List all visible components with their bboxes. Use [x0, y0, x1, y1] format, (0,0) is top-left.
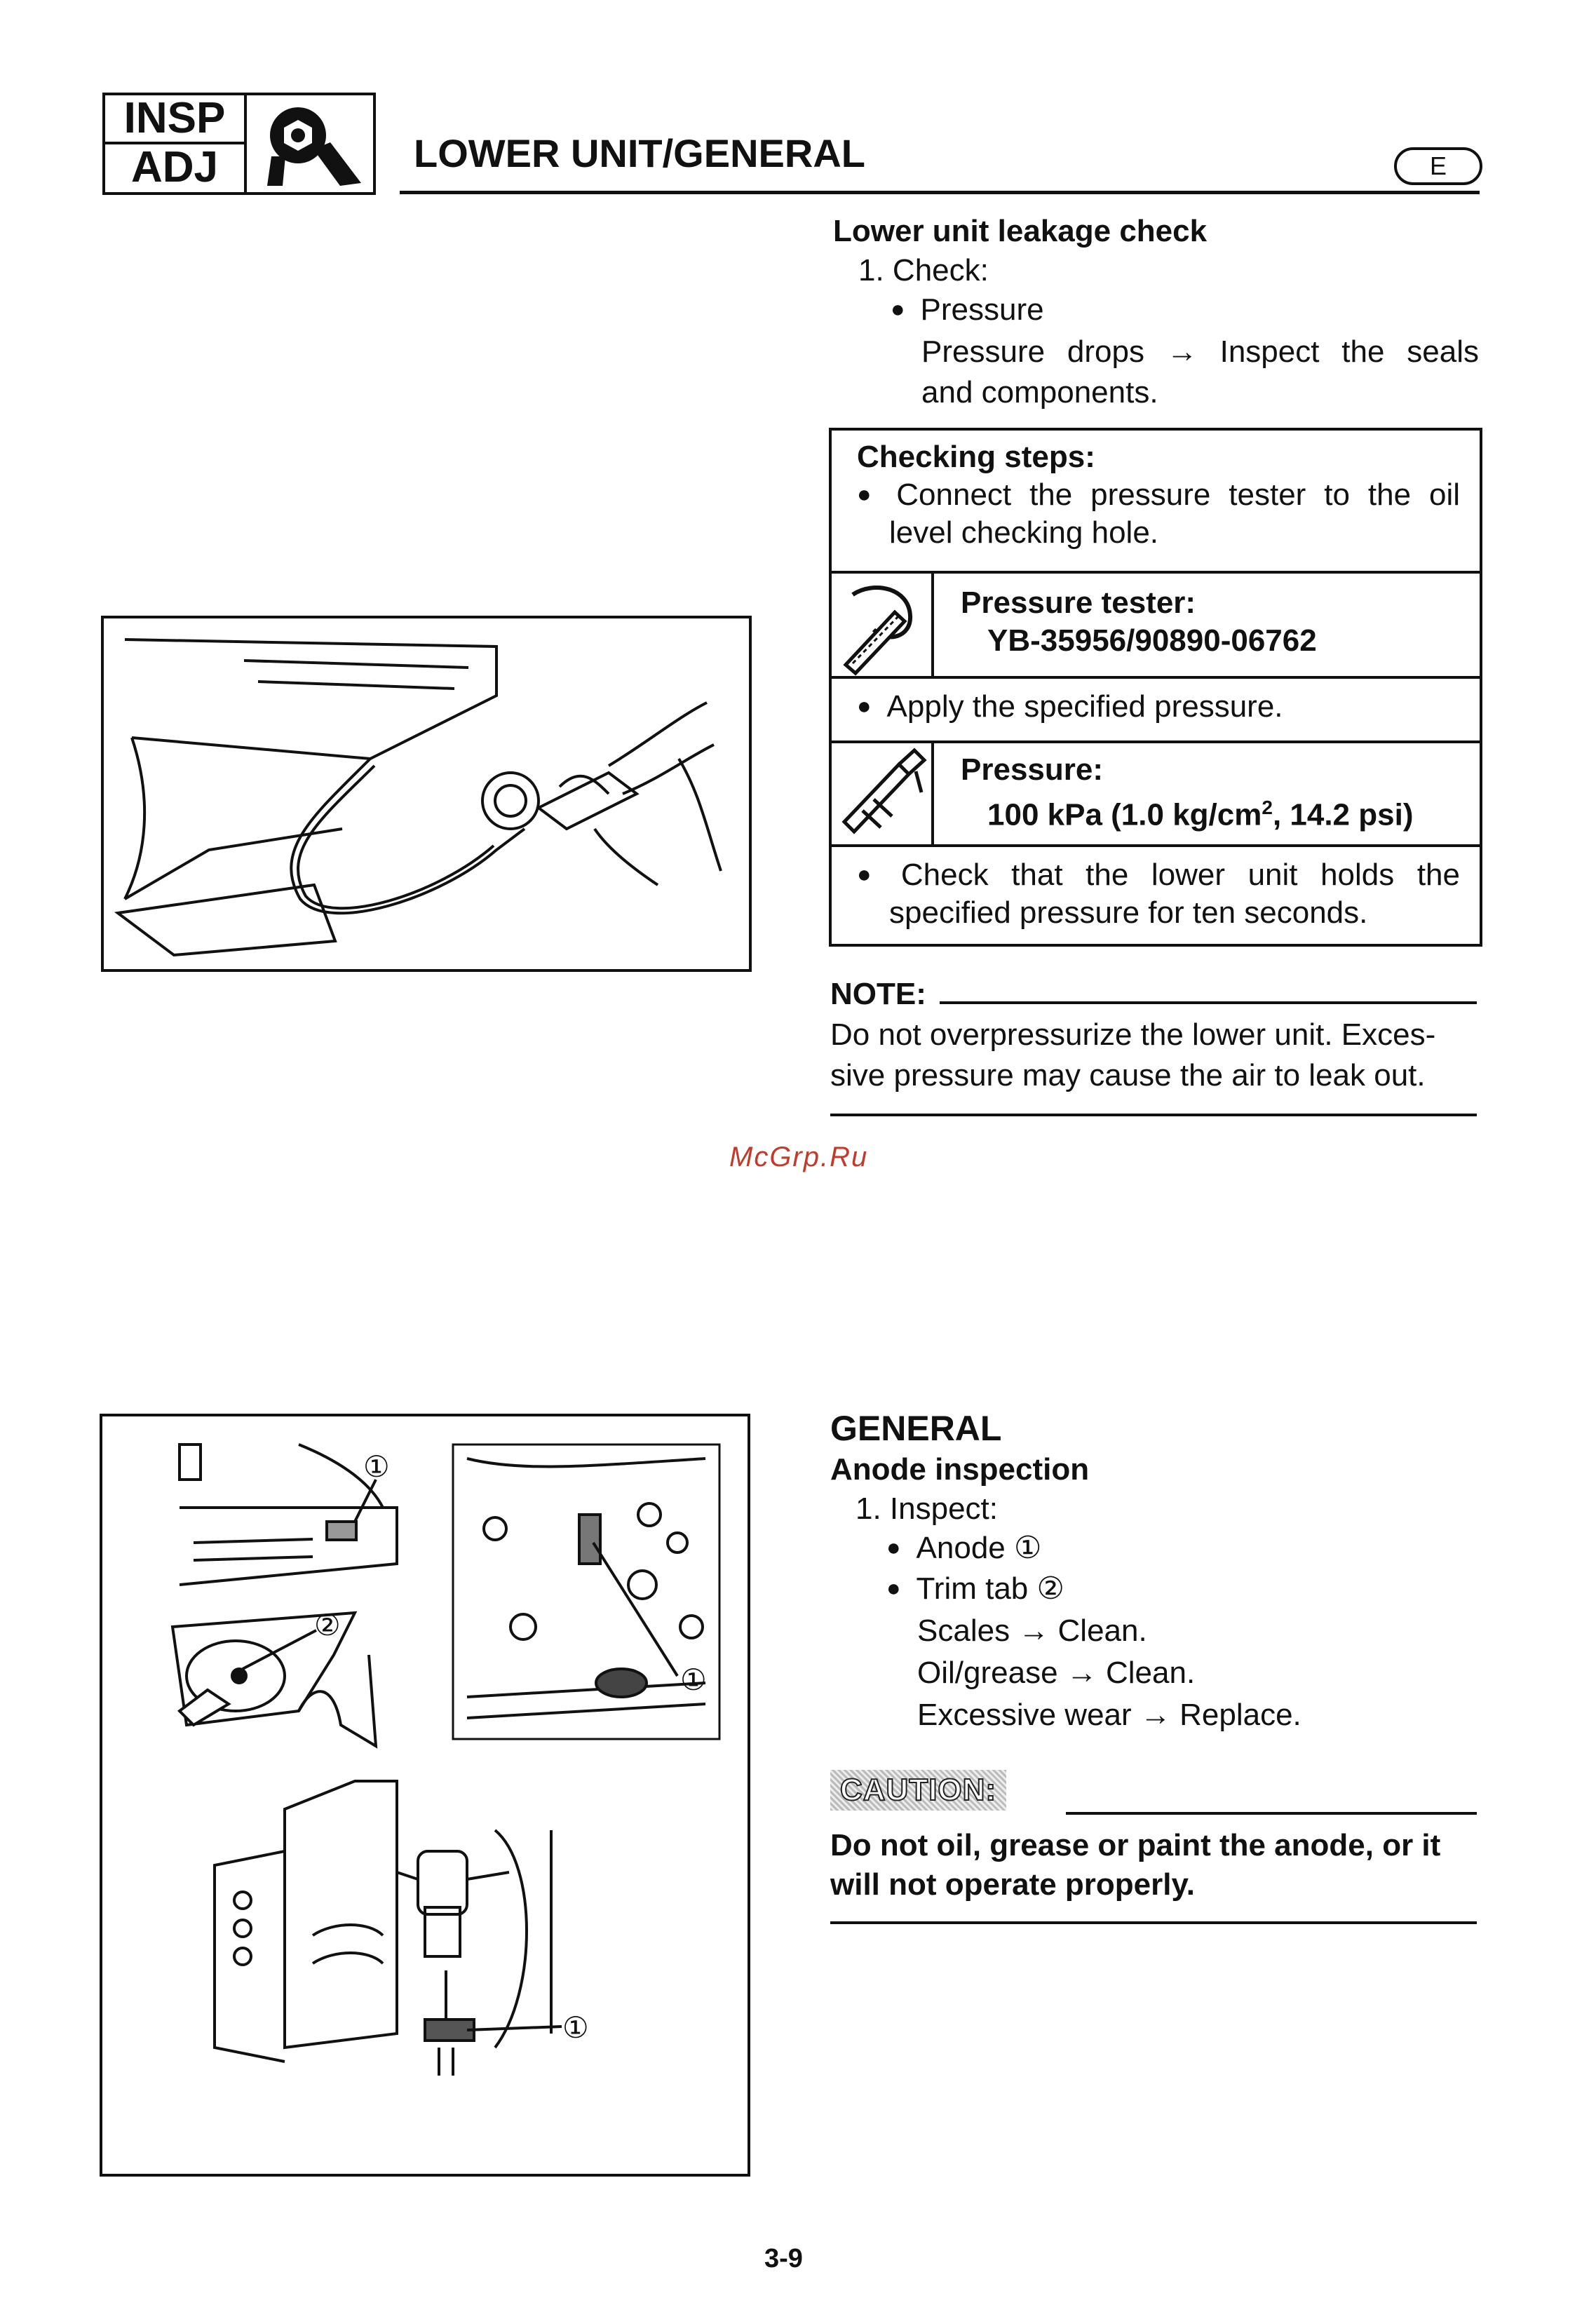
- page-title: LOWER UNIT/GENERAL: [414, 131, 865, 175]
- caution-label: CAUTION:: [830, 1770, 1006, 1811]
- leak-bullet-pressure: ● Pressure: [891, 289, 1044, 333]
- anode-step: 1. Inspect:: [856, 1491, 999, 1526]
- tool-label: Pressure tester:: [961, 586, 1196, 620]
- caution-line-1: Do not oil, grease or paint the anode, or it: [830, 1828, 1441, 1862]
- checking-row-spec: [832, 743, 1480, 847]
- anode-line-3: Excessive wear → Replace.: [917, 1698, 1301, 1732]
- section-tag-text: [105, 95, 247, 192]
- spec-label: Pressure:: [961, 752, 1104, 787]
- anode-subheading: Anode inspection: [830, 1452, 1090, 1487]
- callout-1-top: ①: [363, 1449, 390, 1484]
- note-label: NOTE:: [830, 977, 926, 1011]
- caution-rule-bottom: [830, 1921, 1477, 1924]
- leak-pressure-drops-cont: and components.: [921, 375, 1158, 410]
- note-rule-top: [940, 1001, 1477, 1004]
- language-badge: E: [1394, 147, 1482, 185]
- caliper-icon: [832, 743, 934, 844]
- tag-adj: ADJ: [130, 143, 219, 191]
- checking-title: Checking steps:: [857, 440, 1095, 474]
- pressure-tester-icon: [832, 574, 934, 676]
- page-number: 3-9: [764, 2244, 803, 2273]
- section-tag: [102, 93, 376, 195]
- general-heading: GENERAL: [830, 1409, 1002, 1448]
- leak-heading: Lower unit leakage check: [833, 214, 1208, 248]
- caution-line-2: will not operate properly.: [830, 1867, 1195, 1902]
- callout-2: ②: [314, 1608, 341, 1642]
- note-rule-bottom: [830, 1114, 1477, 1116]
- checking-row-3: [832, 847, 1480, 944]
- callout-1-right: ①: [680, 1663, 707, 1697]
- anode-figure: [100, 1414, 750, 2177]
- callout-1-bottom: ①: [562, 2010, 589, 2045]
- checking-row-2: [832, 679, 1480, 743]
- pressure-test-figure: [101, 616, 752, 972]
- leak-step: 1. Check:: [858, 253, 989, 288]
- checking-step-1: ● Connect the pressure tester to the oil: [857, 474, 1460, 518]
- checking-step-1-cont: level checking hole.: [889, 515, 1159, 550]
- checking-steps-box: [829, 428, 1482, 947]
- tool-part-number: YB-35956/90890-06762: [987, 623, 1317, 658]
- spec-value: 100 kPa (1.0 $kg/cm^2$, 14.2 psi): [987, 797, 1414, 832]
- note-line-1: Do not overpressurize the lower unit. Exces-: [830, 1017, 1436, 1052]
- note-line-2: sive pressure may cause the air to leak out.: [830, 1058, 1426, 1092]
- wrench-icon: [247, 95, 373, 192]
- checking-step-2: ● Apply the specified pressure.: [857, 686, 1283, 730]
- anode-line-2: Oil/grease → Clean.: [917, 1656, 1196, 1690]
- anode-item-1: ● Anode ①: [886, 1527, 1041, 1571]
- checking-row-tool: [832, 574, 1480, 679]
- watermark: McGrp.Ru: [729, 1142, 869, 1172]
- pressure-test-illustration: [104, 618, 749, 969]
- tag-insp: INSP: [105, 95, 244, 144]
- anode-item-2: ● Trim tab ②: [886, 1568, 1064, 1612]
- checking-row-1: [832, 431, 1480, 574]
- anode-illustration: [102, 1416, 748, 2174]
- checking-step-3-cont: specified pressure for ten seconds.: [889, 895, 1368, 930]
- leak-pressure-drops: Pressure drops → Inspect the seals: [921, 334, 1479, 369]
- checking-step-3: ● Check that the lower unit holds the: [857, 854, 1460, 898]
- anode-line-1: Scales → Clean.: [917, 1614, 1147, 1648]
- caution-rule-top: [1066, 1812, 1477, 1815]
- header-rule: [400, 191, 1480, 194]
